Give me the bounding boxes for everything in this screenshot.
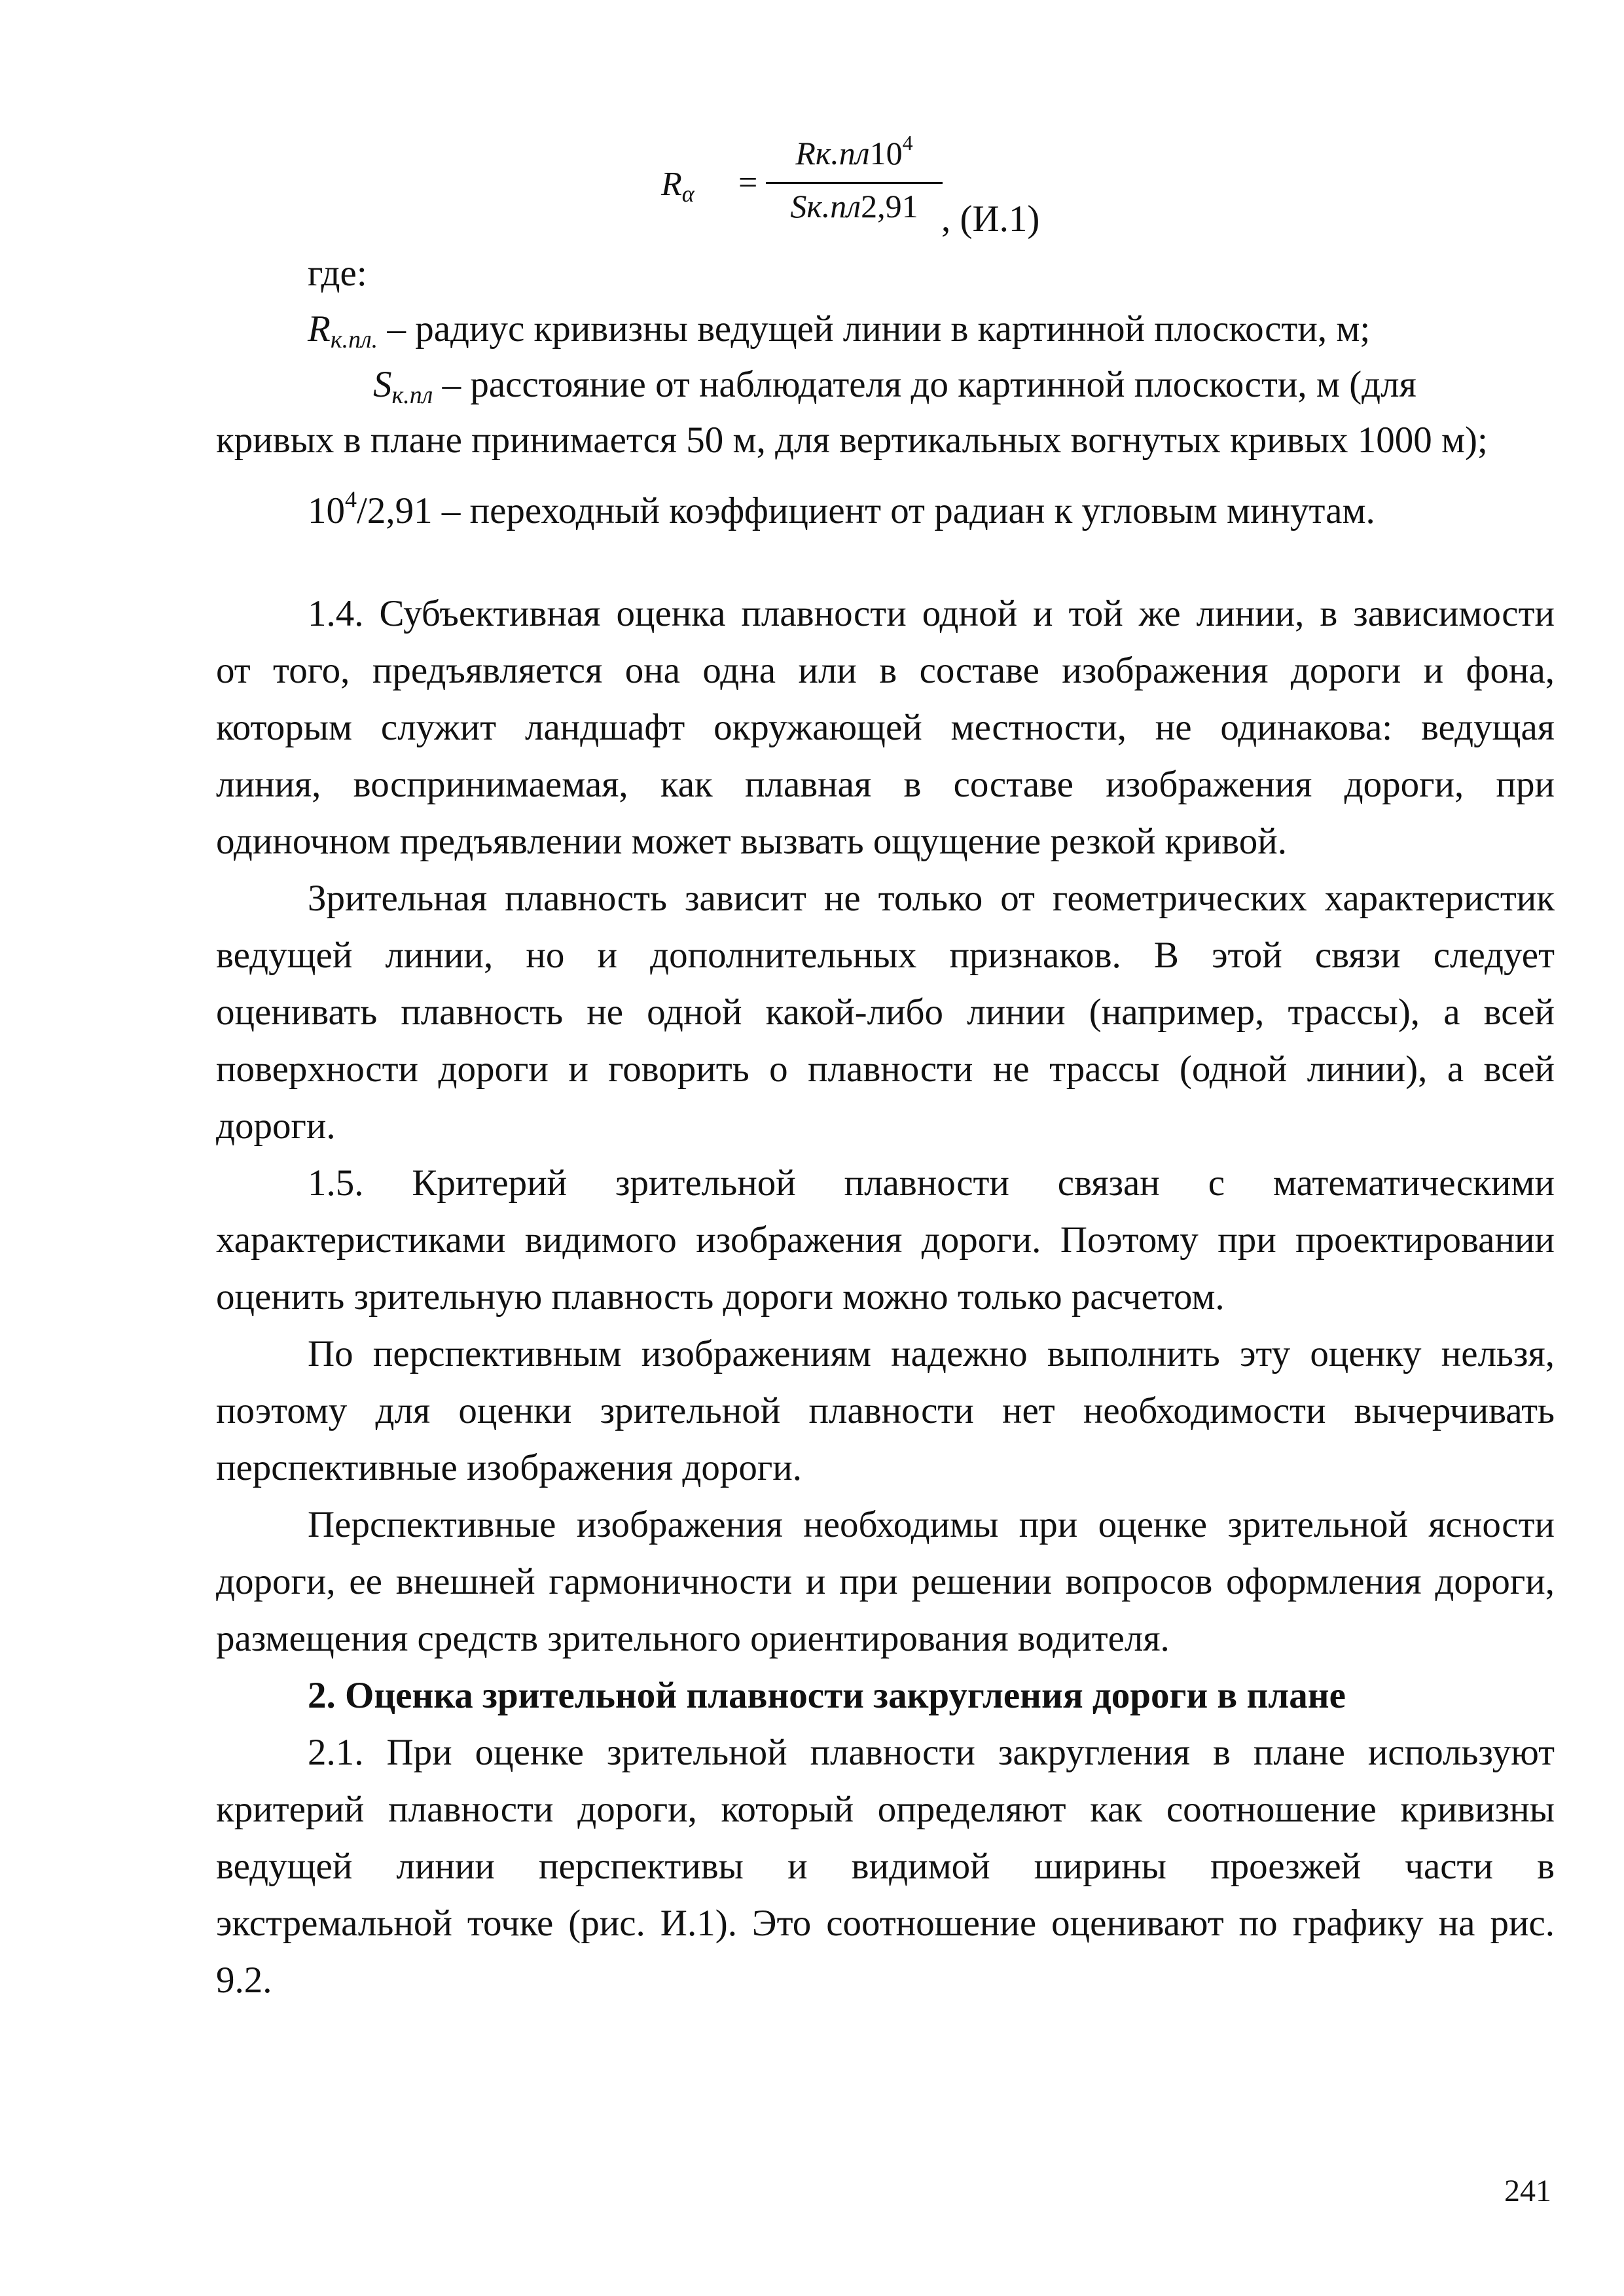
page-number: 241 [1504,2174,1551,2208]
p21-line-2: критерий плавности дороги, который определяют как соотношение кривизны [216,1789,1555,1830]
def-r-kpl: $R_{к.пл.}$ – радиус кривизны ведущей линии в картинной плоскости, м; [308,308,1371,353]
where-label: где: [308,253,367,294]
ppersp-line-1: По перспективным изображениям надежно выполнить эту оценку нельзя, [308,1333,1555,1374]
formula-i1 [661,124,1040,255]
p15-line-3: оценить зрительную плавность дороги можно только расчетом. [216,1276,1225,1318]
def-s-kpl-cont: кривых в плане принимается 50 м, для вертикальных вогнутых кривых 1000 м); [216,420,1488,461]
p14-line-2: от того, предъявляется она одна или в составе изображения дороги и фона, [216,650,1555,691]
def-coefficient: $10^4/2,91$ – переходный коэффициент от радиан к угловым минутам. [308,486,1375,531]
ppersp-line-2: поэтому для оценки зрительной плавности нет необходимости вычерчивать [216,1390,1555,1431]
pvis-line-5: дороги. [216,1105,336,1147]
pvis-line-1: Зрительная плавность зависит не только от геометрических характеристик [308,878,1555,919]
p21-line-3: ведущей линии перспективы и видимой ширины проезжей части в [216,1846,1555,1887]
p14-line-5: одиночном предъявлении может вызвать ощущение резкой кривой. [216,821,1287,862]
p21-line-4: экстремальной точке (рис. И.1). Это соотношение оценивают по графику на рис. [216,1903,1555,1944]
p14-line-3: которым служит ландшафт окружающей местности, не одинакова: ведущая [216,707,1555,748]
p14-line-1: 1.4. Субъективная оценка плавности одной и той же линии, в зависимости [308,593,1555,634]
formula-label: , (И.1) [941,198,1040,240]
p15-line-1: 1.5. Критерий зрительной плавности связан с математическими [308,1162,1555,1204]
pneeded-line-3: размещения средств зрительного ориентирования водителя. [216,1618,1170,1659]
pneeded-line-1: Перспективные изображения необходимы при оценке зрительной ясности [308,1504,1555,1545]
p15-line-2: характеристиками видимого изображения дороги. Поэтому при проектировании [216,1219,1555,1261]
ppersp-line-3: перспективные изображения дороги. [216,1447,803,1488]
pneeded-line-2: дороги, ее внешней гармоничности и при решении вопросов оформления дороги, [216,1561,1555,1602]
pvis-line-4: поверхности дороги и говорить о плавности не трассы (одной линии), а всей [216,1049,1555,1090]
formula-fraction-bar [766,182,943,184]
formula-numerator: $Rк.пл10^4$ [795,131,913,171]
p21-line-1: 2.1. При оценке зрительной плавности закругления в плане используют [308,1732,1555,1773]
section-heading-2: 2. Оценка зрительной плавности закругления дороги в плане [308,1675,1346,1716]
p14-line-4: линия, воспринимаемая, как плавная в составе изображения дороги, при [216,764,1555,805]
def-s-kpl: $S_{к.пл}$ – расстояние от наблюдателя до картинной плоскости, м (для [373,364,1416,409]
pvis-line-2: ведущей линии, но и дополнительных признаков. В этой связи следует [216,935,1555,976]
pvis-line-3: оценивать плавность не одной какой-либо линии (например, трассы), а всей [216,992,1555,1033]
formula-denominator: Sк.пл2,91 [790,188,918,224]
formula-equals: = [738,164,758,202]
p21-line-5: 9.2. [216,1960,272,2001]
formula-lhs: Rα [661,166,695,207]
